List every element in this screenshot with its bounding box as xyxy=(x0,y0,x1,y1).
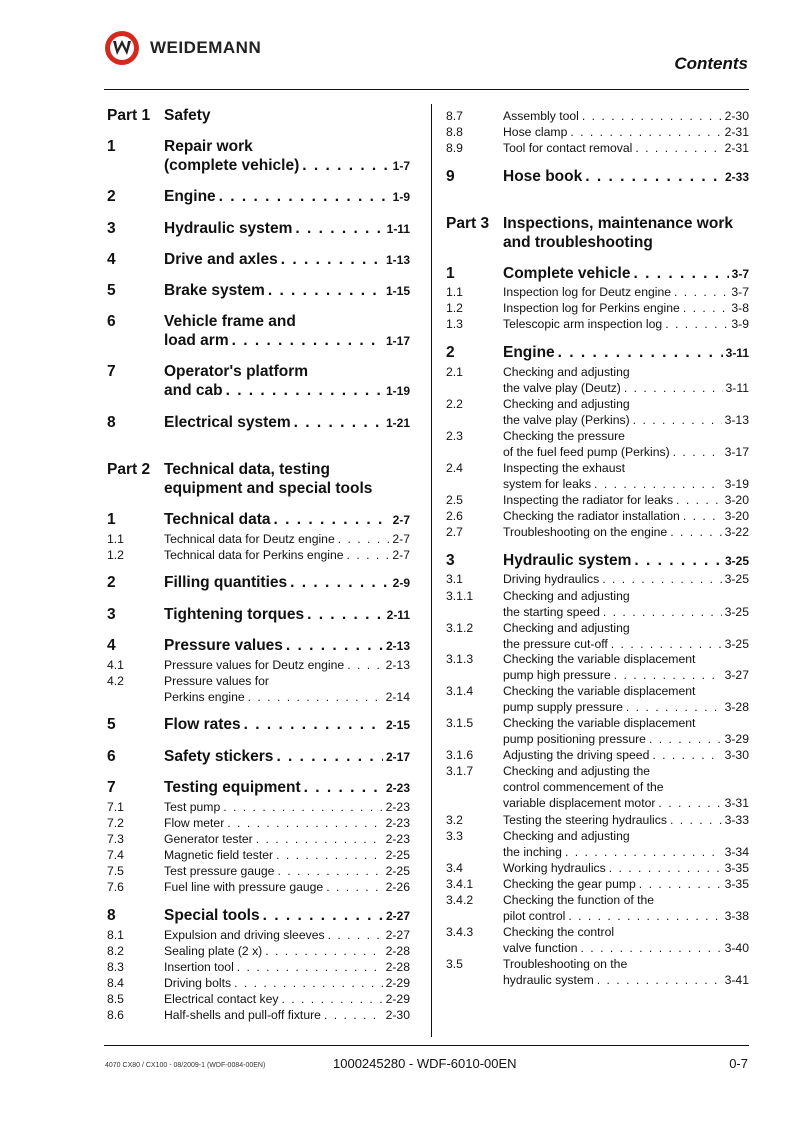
toc-entry-number: 3.1.3 xyxy=(446,652,474,666)
toc-page-number: 2-27 xyxy=(385,928,410,942)
dot-leader xyxy=(286,637,383,655)
toc-entry-number: 5 xyxy=(107,282,116,299)
dot-leader xyxy=(581,941,722,955)
toc-entry-title: Tool for contact removal xyxy=(503,141,633,155)
toc-entry-title: Assembly tool xyxy=(503,109,579,123)
dot-leader xyxy=(256,832,383,846)
toc-entry-title: Technical data for Perkins engine xyxy=(164,548,344,562)
toc-entry-title: pump positioning pressure xyxy=(503,732,646,746)
toc-page-number: 2-15 xyxy=(385,718,410,732)
toc-entry-title: Pressure values xyxy=(164,637,283,654)
dot-leader xyxy=(626,700,722,714)
dot-leader xyxy=(276,848,383,862)
toc-page-number: 3-20 xyxy=(724,509,749,523)
toc-entry-number: 7.3 xyxy=(107,832,124,846)
toc-entry-title: Checking the radiator installation xyxy=(503,509,680,523)
dot-leader xyxy=(234,976,383,990)
dot-leader xyxy=(347,658,382,672)
toc-entry-title: Technical data for Deutz engine xyxy=(164,532,335,546)
toc-entry-title: Filling quantities xyxy=(164,574,288,591)
toc-page-number: 3-40 xyxy=(724,941,749,955)
toc-entry-title: Test pressure gauge xyxy=(164,864,275,878)
toc-entry-number: 1.1 xyxy=(107,532,124,546)
toc-entry-number: 2.5 xyxy=(446,493,463,507)
toc-page-number: 2-13 xyxy=(385,658,410,672)
toc-entry-title: Drive and axles xyxy=(164,251,278,268)
toc-page-number: 1-7 xyxy=(392,159,410,173)
page-title: Contents xyxy=(674,54,748,73)
toc-entry-number: 8.7 xyxy=(446,109,463,123)
dot-leader xyxy=(565,845,722,859)
toc-entry-number: 7 xyxy=(107,779,116,796)
dot-leader xyxy=(290,574,390,592)
dot-leader xyxy=(673,445,722,459)
dot-leader xyxy=(227,816,382,830)
toc-page-number: 1-15 xyxy=(385,284,410,298)
toc-entry-number: 2 xyxy=(107,188,116,205)
toc-page-number: 2-29 xyxy=(385,976,410,990)
dot-leader xyxy=(281,992,382,1006)
dot-leader xyxy=(338,532,390,546)
toc-page-number: 1-13 xyxy=(385,253,410,267)
toc-entry-title: Flow meter xyxy=(164,816,225,830)
toc-entry-title: Checking the function of the xyxy=(503,893,655,907)
toc-entry-number: 8 xyxy=(107,414,116,431)
toc-entry-number: 3.4 xyxy=(446,861,463,875)
toc-entry-number: 3 xyxy=(107,606,116,623)
toc-page-number: 2-23 xyxy=(385,781,410,795)
dot-leader xyxy=(226,382,383,400)
toc-page-number: 3-20 xyxy=(724,493,749,507)
toc-page-number: 3-30 xyxy=(724,748,749,762)
toc-entry-number: 2.3 xyxy=(446,429,463,443)
toc-page-number: 2-7 xyxy=(392,532,410,546)
dot-leader xyxy=(633,413,722,427)
dot-leader xyxy=(652,748,721,762)
toc-entry-title: Driving bolts xyxy=(164,976,232,990)
toc-page-number: 2-13 xyxy=(385,639,410,653)
toc-entry-title: Working hydraulics xyxy=(503,861,606,875)
dot-leader xyxy=(274,511,390,529)
dot-leader xyxy=(223,800,382,814)
toc-entry-title: Testing equipment xyxy=(164,779,301,796)
toc-entry-title: control commencement of the xyxy=(503,780,664,794)
toc-entry-number: 2.7 xyxy=(446,525,463,539)
dot-leader xyxy=(683,301,729,315)
toc-entry-number: 3.3 xyxy=(446,829,463,843)
toc-entry-title: the inching xyxy=(503,845,562,859)
toc-entry-number: 3.4.3 xyxy=(446,925,474,939)
dot-leader xyxy=(624,381,723,395)
toc-entry-title: pump supply pressure xyxy=(503,700,623,714)
toc-entry-number: 8.8 xyxy=(446,125,463,139)
toc-entry-number: 8.2 xyxy=(107,944,124,958)
toc-entry-title: Hose book xyxy=(503,168,583,185)
toc-entry-title: system for leaks xyxy=(503,477,592,491)
toc-entry-number: 3 xyxy=(107,220,116,237)
toc-entry-number: 7.4 xyxy=(107,848,124,862)
dot-leader xyxy=(232,332,383,350)
toc-entry-title: variable displacement motor xyxy=(503,796,656,810)
dot-leader xyxy=(611,637,722,651)
toc-entry-title: Inspecting the exhaust xyxy=(503,461,625,475)
toc-entry-title: Driving hydraulics xyxy=(503,572,600,586)
footer-page-number: 0-7 xyxy=(729,1056,748,1071)
toc-page-number: 1-17 xyxy=(385,334,410,348)
dot-leader xyxy=(328,928,383,942)
toc-entry-number: 3 xyxy=(446,552,455,569)
toc-entry-title: hydraulic system xyxy=(503,973,594,987)
toc-entry-number: 8.9 xyxy=(446,141,463,155)
toc-entry-title: load arm xyxy=(164,332,229,349)
toc-entry-number: 3.1.6 xyxy=(446,748,474,762)
toc-entry-title: Checking the gear pump xyxy=(503,877,636,891)
toc-page-number: 1-11 xyxy=(386,222,410,236)
dot-leader xyxy=(634,265,729,283)
toc-entry-number: 1.3 xyxy=(446,317,463,331)
dot-leader xyxy=(294,414,383,432)
toc-entry-number: 2 xyxy=(107,574,116,591)
toc-entry-title: Insertion tool xyxy=(164,960,234,974)
dot-leader xyxy=(570,125,721,139)
toc-entry-number: 1.2 xyxy=(446,301,463,315)
dot-leader xyxy=(304,779,383,797)
dot-leader xyxy=(244,716,383,734)
dot-leader xyxy=(602,572,721,586)
toc-entry-number: 4.2 xyxy=(107,674,124,688)
toc-entry-title: Expulsion and driving sleeves xyxy=(164,928,325,942)
dot-leader xyxy=(219,188,390,206)
toc-page-number: 2-17 xyxy=(385,750,410,764)
dot-leader xyxy=(347,548,390,562)
toc-entry-number: 1 xyxy=(107,138,116,155)
dot-leader xyxy=(237,960,383,974)
toc-page-number: 3-9 xyxy=(731,317,749,331)
toc-page-number: 3-29 xyxy=(724,732,749,746)
weidemann-logo-icon xyxy=(104,30,140,66)
toc-entry-number: 4 xyxy=(107,637,116,654)
toc-entry-title: Perkins engine xyxy=(164,690,245,704)
toc-entry-title: Checking and adjusting xyxy=(503,365,630,379)
toc-entry-title: Checking the control xyxy=(503,925,615,939)
toc-page-number: 2-33 xyxy=(724,170,749,184)
toc-entry-title: Inspection log for Perkins engine xyxy=(503,301,680,315)
toc-entry-number: 2.1 xyxy=(446,365,463,379)
toc-entry-number: 3.5 xyxy=(446,957,463,971)
footer-rule xyxy=(104,1045,749,1046)
dot-leader xyxy=(568,909,721,923)
dot-leader xyxy=(248,690,383,704)
toc-entry-title: Hydraulic system xyxy=(503,552,632,569)
toc-page-number: 2-28 xyxy=(385,960,410,974)
toc-entry-title: Checking and adjusting the xyxy=(503,764,651,778)
toc-page-number: 3-25 xyxy=(724,605,749,619)
toc-page-number: 3-38 xyxy=(724,909,749,923)
dot-leader xyxy=(263,907,383,925)
footer-doc-number: 1000245280 - WDF-6010-00EN xyxy=(333,1056,517,1071)
dot-leader xyxy=(597,973,722,987)
toc-entry-title: Safety xyxy=(164,107,211,124)
toc-entry-title: Hose clamp xyxy=(503,125,568,139)
toc-page-number: 2-26 xyxy=(385,880,410,894)
toc-page-number: 2-31 xyxy=(724,125,749,139)
toc-page-number: 3-11 xyxy=(725,381,749,395)
brand-name: WEIDEMANN xyxy=(150,38,262,57)
toc-entry-title: Engine xyxy=(164,188,216,205)
header-rule xyxy=(104,89,749,90)
toc-page-number: 2-7 xyxy=(392,513,410,527)
dot-leader xyxy=(634,552,722,570)
toc-entry-title: Vehicle frame and xyxy=(164,313,296,330)
toc-entry-number: 1.2 xyxy=(107,548,124,562)
dot-leader xyxy=(295,220,383,238)
toc-entry-title: equipment and special tools xyxy=(164,480,373,497)
toc-page-number: 3-13 xyxy=(724,413,749,427)
toc-entry-title: Engine xyxy=(503,344,555,361)
toc-entry-title: of the fuel feed pump (Perkins) xyxy=(503,445,670,459)
toc-entry-number: 2.4 xyxy=(446,461,463,475)
toc-entry-title: Flow rates xyxy=(164,716,241,733)
toc-entry-title: Checking and adjusting xyxy=(503,621,630,635)
toc-page-number: 2-30 xyxy=(724,109,749,123)
toc-page-number: 2-23 xyxy=(385,816,410,830)
toc-entry-title: Electrical contact key xyxy=(164,992,279,1006)
dot-leader xyxy=(609,861,722,875)
dot-leader xyxy=(670,525,721,539)
toc-page-number: 2-29 xyxy=(385,992,410,1006)
toc-entry-number: 2.2 xyxy=(446,397,463,411)
dot-leader xyxy=(603,605,722,619)
toc-page-number: 2-11 xyxy=(386,608,410,622)
toc-entry-title: Complete vehicle xyxy=(503,265,631,282)
toc-entry-title: Telescopic arm inspection log xyxy=(503,317,663,331)
toc-entry-title: Technical data xyxy=(164,511,271,528)
toc-entry-title: Electrical system xyxy=(164,414,291,431)
toc-entry-number: 2 xyxy=(446,344,455,361)
toc-page-number: 3-27 xyxy=(724,668,749,682)
toc-page-number: 2-14 xyxy=(385,690,410,704)
toc-entry-number: 7.1 xyxy=(107,800,124,814)
toc-entry-title: Brake system xyxy=(164,282,265,299)
dot-leader xyxy=(674,285,728,299)
dot-leader xyxy=(635,141,721,155)
dot-leader xyxy=(326,880,382,894)
toc-entry-title: pump high pressure xyxy=(503,668,611,682)
toc-entry-title: Repair work xyxy=(164,138,253,155)
dot-leader xyxy=(658,796,721,810)
toc-entry-number: 4 xyxy=(107,251,116,268)
dot-leader xyxy=(307,606,384,624)
toc-entry-title: the starting speed xyxy=(503,605,600,619)
dot-leader xyxy=(265,944,382,958)
toc-entry-number: 8.5 xyxy=(107,992,124,1006)
toc-entry-title: Generator tester xyxy=(164,832,253,846)
toc-page-number: 1-21 xyxy=(385,416,410,430)
toc-entry-title: Hydraulic system xyxy=(164,220,293,237)
toc-entry-title: Inspection log for Deutz engine xyxy=(503,285,672,299)
toc-page-number: 3-17 xyxy=(724,445,749,459)
toc-entry-title: Checking the variable displacement xyxy=(503,652,696,666)
toc-page-number: 2-9 xyxy=(392,576,410,590)
toc-entry-number: 3.1.7 xyxy=(446,764,474,778)
toc-page-number: 3-11 xyxy=(725,346,749,360)
toc-page-number: 3-19 xyxy=(724,477,749,491)
toc-entry-title: Checking the pressure xyxy=(503,429,625,443)
toc-entry-title: pilot control xyxy=(503,909,566,923)
toc-entry-title: Sealing plate (2 x) xyxy=(164,944,263,958)
dot-leader xyxy=(676,493,722,507)
toc-entry-title: Inspections, maintenance work xyxy=(503,215,733,232)
toc-entry-title: Troubleshooting on the engine xyxy=(503,525,668,539)
toc-page-number: 1-9 xyxy=(392,190,410,204)
toc-entry-number: 8.6 xyxy=(107,1008,124,1022)
toc-entry-title: Testing the steering hydraulics xyxy=(503,813,667,827)
dot-leader xyxy=(302,157,389,175)
dot-leader xyxy=(594,477,722,491)
toc-entry-number: Part 3 xyxy=(446,215,490,232)
toc-page-number: 2-23 xyxy=(385,800,410,814)
toc-page-number: 3-35 xyxy=(724,861,749,875)
dot-leader xyxy=(268,282,383,300)
footer-edition: 4070 CX80 / CX100 - 08/2009-1 (WDF-0084-00EN) xyxy=(105,1062,266,1069)
dot-leader xyxy=(277,864,382,878)
toc-page-number: 1-19 xyxy=(385,384,410,398)
toc-entry-title: Checking and adjusting xyxy=(503,829,630,843)
toc-entry-title: Fuel line with pressure gauge xyxy=(164,880,324,894)
toc-entry-number: 8.4 xyxy=(107,976,124,990)
toc-page-number: 3-31 xyxy=(724,796,749,810)
toc-entry-title: Checking the variable displacement xyxy=(503,684,696,698)
dot-leader xyxy=(639,877,722,891)
column-divider xyxy=(431,104,432,1037)
dot-leader xyxy=(585,168,722,186)
toc-entry-title: Safety stickers xyxy=(164,748,274,765)
toc-entry-number: 3.4.1 xyxy=(446,877,474,891)
toc-page-number: 2-30 xyxy=(385,1008,410,1022)
toc-entry-title: Test pump xyxy=(164,800,221,814)
toc-page-number: 2-28 xyxy=(385,944,410,958)
toc-entry-title: Technical data, testing xyxy=(164,461,330,478)
toc-entry-title: Operator's platform xyxy=(164,363,309,380)
toc-page-number: 2-23 xyxy=(385,832,410,846)
toc-entry-number: 1 xyxy=(107,511,116,528)
toc-page-number: 3-22 xyxy=(724,525,749,539)
dot-leader xyxy=(324,1008,383,1022)
toc-entry-number: 7 xyxy=(107,363,116,380)
toc-entry-number: 3.1 xyxy=(446,572,463,586)
dot-leader xyxy=(558,344,723,362)
toc-entry-number: 2.6 xyxy=(446,509,463,523)
toc-entry-number: 7.6 xyxy=(107,880,124,894)
toc-entry-number: 5 xyxy=(107,716,116,733)
toc-entry-number: 3.1.1 xyxy=(446,589,474,603)
toc-page-number: 3-34 xyxy=(724,845,749,859)
toc-entry-title: Pressure values for xyxy=(164,674,269,688)
toc-entry-title: Tightening torques xyxy=(164,606,305,623)
toc-entry-title: the valve play (Perkins) xyxy=(503,413,630,427)
toc-page-number: 2-25 xyxy=(385,864,410,878)
toc-entry-title: the pressure cut-off xyxy=(503,637,608,651)
dot-leader xyxy=(683,509,722,523)
toc-entry-title: Troubleshooting on the xyxy=(503,957,628,971)
dot-leader xyxy=(614,668,722,682)
toc-entry-title: valve function xyxy=(503,941,578,955)
toc-entry-number: 3.4.2 xyxy=(446,893,474,907)
toc-entry-number: 6 xyxy=(107,748,116,765)
toc-entry-number: 3.1.2 xyxy=(446,621,474,635)
toc-page-number: 3-25 xyxy=(724,572,749,586)
toc-entry-number: 3.1.5 xyxy=(446,716,474,730)
dot-leader xyxy=(670,813,722,827)
toc-entry-title: Special tools xyxy=(164,907,260,924)
toc-entry-number: 9 xyxy=(446,168,455,185)
toc-entry-title: Pressure values for Deutz engine xyxy=(164,658,345,672)
toc-entry-title: Magnetic field tester xyxy=(164,848,274,862)
toc-page-number: 3-28 xyxy=(724,700,749,714)
dot-leader xyxy=(582,109,722,123)
toc-entry-title: the valve play (Deutz) xyxy=(503,381,621,395)
logo xyxy=(104,30,261,66)
toc-entry-number: 3.2 xyxy=(446,813,463,827)
toc-entry-number: 8.1 xyxy=(107,928,124,942)
dot-leader xyxy=(276,748,383,766)
toc-page-number: 3-33 xyxy=(724,813,749,827)
toc-entry-number: 3.1.4 xyxy=(446,684,474,698)
toc-entry-title: and cab xyxy=(164,382,223,399)
toc-entry-number: 7.2 xyxy=(107,816,124,830)
toc-page-number: 2-31 xyxy=(724,141,749,155)
toc-entry-title: (complete vehicle) xyxy=(164,157,300,174)
toc-page-number: 3-25 xyxy=(724,554,749,568)
toc-entry-title: Checking and adjusting xyxy=(503,589,630,603)
toc-page-number: 3-8 xyxy=(731,301,749,315)
toc-entry-number: Part 2 xyxy=(107,461,151,478)
dot-leader xyxy=(281,251,383,269)
toc-entry-number: 1.1 xyxy=(446,285,463,299)
toc-entry-number: 4.1 xyxy=(107,658,124,672)
toc-entry-number: 8.3 xyxy=(107,960,124,974)
toc-page-number: 3-35 xyxy=(724,877,749,891)
dot-leader xyxy=(649,732,722,746)
toc-entry-title: Adjusting the driving speed xyxy=(503,748,650,762)
toc-entry-number: Part 1 xyxy=(107,107,151,124)
toc-entry-title: Half-shells and pull-off fixture xyxy=(164,1008,321,1022)
toc-page-number: 2-25 xyxy=(385,848,410,862)
toc-page-number: 2-7 xyxy=(392,548,410,562)
toc-entry-number: 1 xyxy=(446,265,455,282)
toc-page-number: 3-7 xyxy=(731,285,749,299)
toc-page-number: 3-7 xyxy=(731,267,749,281)
toc-page-number: 2-27 xyxy=(385,909,410,923)
toc-entry-title: Inspecting the radiator for leaks xyxy=(503,493,674,507)
toc-entry-number: 7.5 xyxy=(107,864,124,878)
toc-entry-title: and troubleshooting xyxy=(503,234,653,251)
toc-page-number: 3-41 xyxy=(724,973,749,987)
dot-leader xyxy=(665,317,728,331)
toc-entry-title: Checking and adjusting xyxy=(503,397,630,411)
toc-page-number: 3-25 xyxy=(724,637,749,651)
toc-entry-number: 8 xyxy=(107,907,116,924)
toc-entry-number: 6 xyxy=(107,313,116,330)
toc-entry-title: Checking the variable displacement xyxy=(503,716,696,730)
